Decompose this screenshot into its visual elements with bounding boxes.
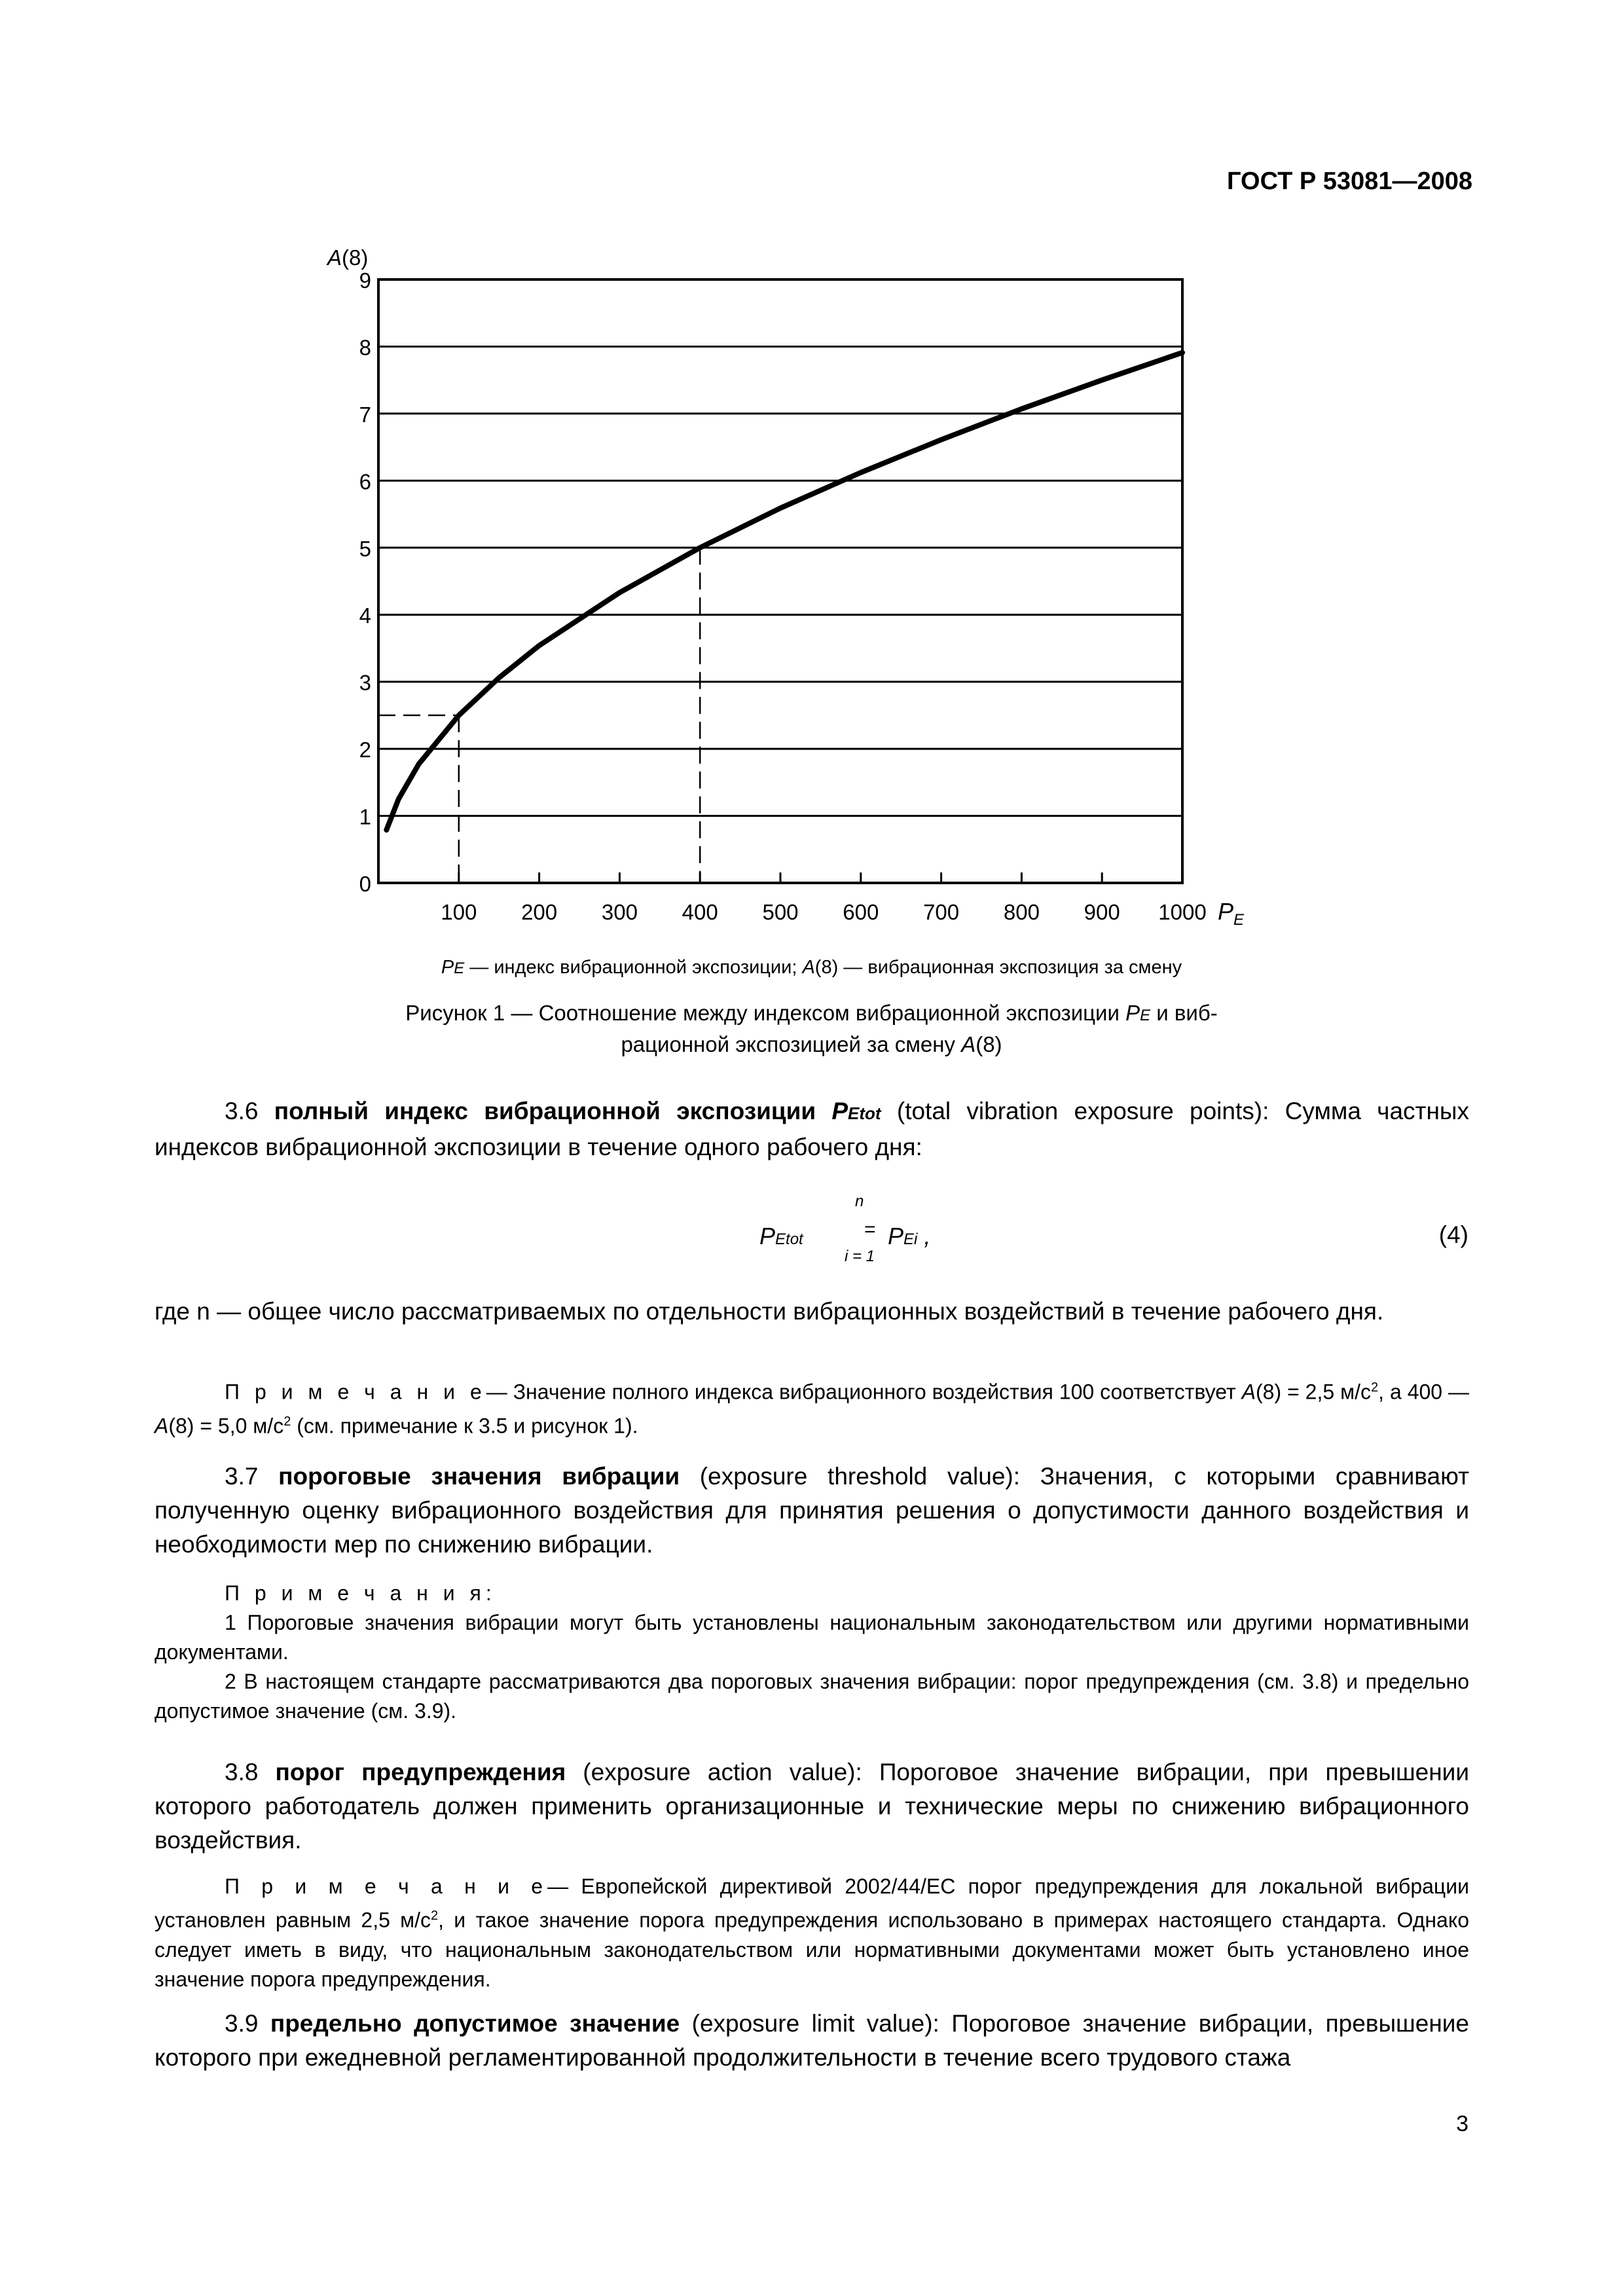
note36-label: П р и м е ч а н и е	[225, 1380, 486, 1404]
page-number: 3	[1456, 2111, 1468, 2136]
curve-layer	[384, 351, 1184, 832]
x-tick-100: 100	[441, 900, 477, 924]
note36-t1: — Значение полного индекса вибрационного воздействия 100 соответствует	[486, 1380, 1236, 1404]
notes37-n2: 2 В настоящем стандарте рассматриваются два пороговых значения вибрации: порог предупреждения (см. 3.8) и предельно допустимое значение (см. 3.9).	[155, 1670, 1469, 1723]
caption-part-3: рационной экспозицией за смену	[621, 1032, 956, 1056]
document-header: ГОСТ Р 53081—2008	[1227, 168, 1472, 195]
section-3-9	[155, 2007, 1469, 2075]
x-tick-900: 900	[1084, 900, 1120, 924]
caption-part-1: Рисунок 1 — Соотношение между индексом вибрационной экспозиции	[405, 1001, 1120, 1025]
y-axis-label: A(8)	[327, 245, 369, 270]
s36-term: полный индекс вибрационной экспозиции	[274, 1098, 816, 1124]
formula-lower: i = 1	[845, 1247, 875, 1265]
x-axis-label: $P_E$	[1218, 898, 1245, 929]
caption-part-4: (8)	[976, 1032, 1002, 1056]
y-tick-2: 2	[359, 738, 371, 762]
series-line-1	[386, 353, 1182, 830]
y-tick-7: 7	[359, 402, 371, 427]
x-tick-400: 400	[682, 900, 718, 924]
y-tick-5: 5	[359, 536, 371, 561]
y-tick-1: 1	[359, 804, 371, 829]
notes37-n1: 1 Пороговые значения вибрации могут быть установлены национальным законодательством или другими нормативными документами.	[155, 1611, 1469, 1664]
section-3-7	[155, 1460, 1469, 1562]
note36-t3: , а 400 —	[1378, 1380, 1470, 1404]
x-tick-300: 300	[601, 900, 638, 924]
y-tick-9: 9	[359, 268, 371, 293]
reference-lines	[378, 548, 700, 883]
data-point	[416, 762, 420, 766]
note-3-8: П р и м е ч а н и е— Европейской директивой 2002/44/ЕС порог предупреждения для локальной вибрации установлен равным 2,5 $м/с^2$, и такое значение порога предупреждения использовано в примерах настоящего стандарта. Однако следует иметь в виду, что национальным законодательством или нормативными документами может быть установлено иное значение порога предупреждения.	[155, 1874, 1470, 1991]
note38-t1: — Европейской директивой 2002/44/ЕС порог предупреждения для локальной вибрации установлен равным 2,5 м/с	[155, 1874, 1470, 1932]
x-tick-800: 800	[1003, 900, 1040, 924]
note38-t2: , и такое значение порога предупреждения использовано в примерах настоящего стандарта. Однако следует иметь в виду, что национальным законодательством или нормативными документами может быть установлено иное значение порога предупреждения.	[155, 1908, 1470, 1991]
notes-3-7	[155, 1579, 1469, 1726]
data-point	[497, 676, 501, 680]
section-3-8	[155, 1755, 1469, 1857]
y-tick-0: 0	[359, 872, 371, 896]
notes37-label: П р и м е ч а н и я:	[225, 1581, 496, 1605]
data-point	[939, 438, 943, 442]
data-point	[859, 471, 863, 475]
note38-label: П р и м е ч а н и е	[225, 1874, 548, 1898]
x-tick-1000: 1000	[1158, 900, 1207, 924]
where-text: где n — общее число рассматриваемых по отдельности вибрационных воздействий в течение рабочего дня.	[155, 1298, 1384, 1325]
tick-labels	[359, 268, 1207, 924]
s36-text: (total vibration exposure points): Сумма частных индексов вибрационной экспозиции в течение одного рабочего дня:	[155, 1098, 1469, 1160]
legend-a8: (8) — вибрационная экспозиция за смену	[814, 957, 1182, 978]
section-3-6: 3.6 полный индекс вибрационной экспозиции PEtot (total vibration exposure points): Сумма частных индексов вибрационной экспозиции в течение одного рабочего дня:	[155, 1098, 1469, 1160]
formula-number: (4)	[1438, 1221, 1468, 1248]
y-tick-3: 3	[359, 670, 371, 695]
data-point	[778, 506, 782, 510]
plot-frame	[378, 279, 1182, 883]
x-tick-200: 200	[521, 900, 558, 924]
s38-term: порог предупреждения	[275, 1759, 566, 1785]
data-point	[457, 713, 461, 717]
s39-term: предельно допустимое значение	[270, 2010, 680, 2037]
grid-layer	[378, 346, 1182, 883]
note36-t4: (8) = 5,0 м/с	[168, 1414, 284, 1438]
data-point	[698, 546, 702, 550]
y-tick-8: 8	[359, 335, 371, 360]
s36-num: 3.6	[225, 1098, 259, 1124]
figure-caption: Рисунок 1 — Соотношение между индексом вибрационной экспозиции PE и виб- рационной экспозицией за смену A(8)	[405, 1001, 1218, 1056]
y-tick-4: 4	[359, 603, 371, 628]
s39-num: 3.9	[225, 2010, 259, 2037]
x-tick-500: 500	[762, 900, 799, 924]
s37-term: пороговые значения вибрации	[278, 1463, 680, 1490]
figure-legend: PE — индекс вибрационной экспозиции; A(8) — вибрационная экспозиция за смену	[441, 957, 1182, 978]
legend-pe: — индекс вибрационной экспозиции;	[469, 957, 797, 978]
data-point	[397, 797, 401, 801]
note-3-6: П р и м е ч а н и е— Значение полного индекса вибрационного воздействия 100 соответствует A(8) = 2,5 $м/с^2$, а 400 — A(8) = 5,0 $м/с^2$ (см. примечание к 3.5 и рисунок 1).	[155, 1380, 1470, 1438]
data-point	[538, 643, 541, 647]
note36-t5: (см. примечание к 3.5 и рисунок 1).	[291, 1414, 638, 1438]
note36-t2: (8) = 2,5 м/с	[1256, 1380, 1372, 1404]
chart	[0, 0, 1623, 949]
s37-num: 3.7	[225, 1463, 259, 1490]
data-point	[1019, 407, 1023, 411]
x-tick-700: 700	[923, 900, 960, 924]
x-tick-600: 600	[843, 900, 879, 924]
s38-num: 3.8	[225, 1759, 259, 1785]
y-tick-6: 6	[359, 469, 371, 494]
data-point	[384, 828, 388, 832]
s39-text: (exposure limit value): Пороговое значение вибрации, превышение которого при ежедневной регламентированной продолжительности в течение всего трудового стажа	[155, 2010, 1469, 2071]
data-point	[617, 590, 621, 594]
data-point	[1100, 378, 1104, 382]
s37-text: (exposure threshold value): Значения, с которыми сравнивают полученную оценку вибрационного воздействия для принятия решения о допустимости данного воздействия и необходимости мер по снижению вибрации.	[155, 1463, 1470, 1558]
s38-text: (exposure action value): Пороговое значение вибрации, при превышении которого работодатель должен применить организационные и технические меры по снижению вибрационного воздействия.	[155, 1759, 1470, 1854]
caption-part-2: и виб-	[1156, 1001, 1218, 1025]
formula-upper: n	[855, 1193, 864, 1210]
